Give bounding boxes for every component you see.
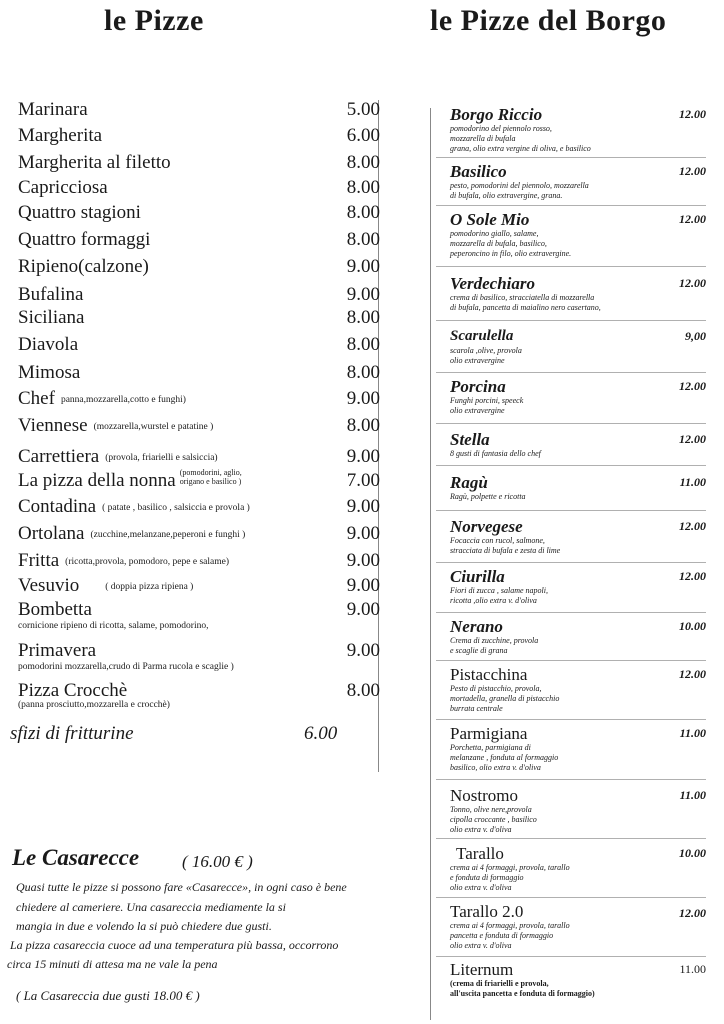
item-price: 11.00: [679, 788, 706, 802]
menu-item: [18, 284, 380, 309]
item-name: Borgo Riccio: [450, 105, 543, 124]
casarecce-text-line: circa 15 minuti di attesa ma ne vale la pena: [7, 957, 218, 971]
item-price: 12.00: [679, 379, 706, 393]
menu-item: [18, 496, 380, 521]
item-name: Bombetta: [18, 599, 92, 620]
borgo-item: [450, 162, 706, 201]
menu-item: [18, 334, 380, 359]
borgo-item: [450, 665, 706, 714]
menu-item: [18, 550, 380, 575]
item-description: (ricotta,provola, pomodoro, pepe e salame): [65, 557, 229, 567]
item-description: 8 gusti di fantasia dello chef: [450, 449, 541, 458]
casarecce-title: Le Casarecce: [12, 845, 140, 870]
item-description: pomodorino giallo, salame, mozzarella di bufala, basilico, peperoncino in filo, olio extravergine.: [450, 229, 572, 258]
item-price: 9.00: [346, 256, 380, 277]
item-price: 9.00: [346, 550, 380, 571]
item-description: Tonno, olive nere,provola cipolla croccante , basilico olio extra v. d'oliva: [450, 805, 537, 834]
item-price: 9.00: [346, 640, 380, 661]
item-name: Parmigiana: [450, 724, 528, 743]
item-description: crema ai 4 formaggi, provola, tarallo e fonduta di formaggio olio extra v. d'oliva: [450, 863, 570, 892]
item-name: Primavera: [18, 640, 97, 661]
item-description: Pesto di pistacchio, provola, mortadella, granella di pistacchio burrata centrale: [450, 684, 560, 713]
item-description: ( patate , basilico , salsiccia e provola ): [102, 503, 250, 513]
item-price: 9,00: [685, 329, 706, 343]
item-name: Ragù: [450, 473, 488, 492]
borgo-item: [450, 567, 706, 606]
casarecce-price: ( 16.00 € ): [182, 852, 253, 871]
item-separator: [436, 660, 706, 661]
borgo-item: [450, 377, 706, 416]
item-price: 9.00: [346, 388, 380, 409]
item-price: 9.00: [346, 523, 380, 544]
item-price: 9.00: [346, 496, 380, 517]
item-description: pomodorini mozzarella,crudo di Parma rucola e scaglie ): [18, 662, 234, 672]
sfizi-price: 6.00: [304, 723, 338, 744]
item-name: Chef panna,mozzarella,cotto e funghi): [18, 388, 186, 409]
item-name: Bufalina: [18, 284, 84, 305]
item-name: Mimosa: [18, 362, 81, 383]
menu-item: [18, 99, 380, 124]
sfizi-name: sfizi di fritturine: [10, 723, 134, 744]
item-price: 12.00: [679, 667, 706, 681]
item-price: 11.00: [679, 962, 706, 976]
item-name: Margherita: [18, 125, 103, 146]
item-name: Nerano: [450, 617, 503, 636]
item-separator: [436, 157, 706, 158]
item-description: pomodorino del piennolo rosso, mozzarella di bufala grana, olio extra vergine di oliva, e basilico: [450, 124, 591, 153]
borgo-item: [450, 617, 706, 656]
casarecce-text-line: La pizza casareccia cuoce ad una temperatura più bassa, occorrono: [10, 938, 339, 952]
item-description: (pomodorini, aglio, origano e basilico ): [179, 468, 242, 486]
item-description: Funghi porcini, speeck olio extravergine: [450, 396, 524, 415]
item-name: Tarallo 2.0: [450, 902, 524, 921]
item-price: 5.00: [346, 99, 380, 120]
borgo-item: [450, 960, 706, 999]
item-name: Porcina: [450, 377, 506, 396]
item-price: 8.00: [346, 177, 380, 198]
menu-item: [18, 575, 380, 600]
item-price: 12.00: [679, 164, 706, 178]
menu-item: [18, 523, 380, 548]
item-price: 7.00: [346, 470, 380, 491]
borgo-item: [450, 210, 706, 259]
menu-item: [18, 307, 380, 332]
item-price: 12.00: [679, 519, 706, 533]
item-name: Marinara: [18, 99, 88, 120]
item-name: Carrettiera (provola, friarielli e salsiccia): [18, 446, 218, 467]
item-price: 9.00: [346, 599, 380, 620]
item-separator: [436, 205, 706, 206]
casarecce-note: ( La Casareccia due gusti 18.00 € ): [16, 988, 200, 1003]
item-name: Basilico: [450, 162, 507, 181]
item-name: Diavola: [18, 334, 79, 355]
item-description: Focaccia con rucol, salmone, stracciata di bufala e zesta di lime: [450, 536, 561, 555]
item-name: Tarallo: [456, 844, 504, 863]
item-price: 11.00: [679, 726, 706, 740]
borgo-item: [450, 473, 706, 502]
item-price: 9.00: [346, 575, 380, 596]
menu-item: [18, 202, 380, 227]
item-name: Stella: [450, 430, 490, 449]
item-description: panna,mozzarella,cotto e funghi): [60, 395, 186, 405]
right-heading: le Pizze del Borgo: [430, 4, 667, 37]
borgo-item: [450, 517, 706, 556]
borgo-item: [450, 430, 706, 459]
item-separator: [436, 838, 706, 839]
item-name: Vesuvio ( doppia pizza ripiena ): [18, 575, 194, 596]
item-description: cornicione ripieno di ricotta, salame, pomodorino,: [18, 621, 209, 631]
item-price: 12.00: [679, 107, 706, 121]
borgo-item: [450, 105, 706, 154]
menu-item: [18, 599, 380, 635]
item-name: La pizza della nonna (pomodorini, aglio, origano e basilico ): [18, 468, 242, 491]
borgo-item: [450, 724, 706, 773]
menu-item: [18, 640, 380, 676]
item-price: 6.00: [346, 125, 380, 146]
item-description: (crema di friarielli e provola, all'uscita pancetta e fonduta di formaggio): [450, 979, 595, 998]
item-name: Margherita al filetto: [18, 152, 171, 173]
item-name: Fritta (ricotta,provola, pomodoro, pepe e salame): [18, 550, 229, 571]
casarecce-text-line: chiedere al cameriere. Una casareccia mediamente la si: [16, 900, 286, 914]
item-separator: [436, 562, 706, 563]
item-name: Quattro formaggi: [18, 229, 151, 250]
item-separator: [436, 719, 706, 720]
item-price: 12.00: [679, 432, 706, 446]
item-description: Crema di zucchine, provola e scaglie di grana: [450, 636, 539, 655]
item-name: Liternum: [450, 960, 514, 979]
item-description: (provola, friarielli e salsiccia): [105, 453, 218, 463]
menu-item: [18, 415, 380, 440]
casarecce-text-line: mangia in due e volendo la si può chiedere due gusti.: [16, 919, 272, 933]
item-description: Ragù, polpette e ricotta: [450, 492, 526, 501]
item-separator: [436, 612, 706, 613]
item-price: 9.00: [346, 446, 380, 467]
item-description: pesto, pomodorini del piennolo, mozzarella di bufala, olio extravergine, grana.: [450, 181, 589, 200]
item-name: Ciurilla: [450, 567, 505, 586]
item-description: crema di basilico, stracciatella di mozzarella di bufala, pancetta di maialino nero casertano,: [450, 293, 601, 312]
borgo-item: [450, 786, 706, 835]
item-price: 9.00: [346, 284, 380, 305]
item-separator: [436, 266, 706, 267]
menu-item: [18, 388, 380, 413]
item-name: O Sole Mio: [450, 210, 530, 229]
item-name: Verdechiaro: [450, 274, 535, 293]
item-name: Nostromo: [450, 786, 518, 805]
menu-item: [18, 177, 380, 202]
item-price: 10.00: [679, 619, 706, 633]
borgo-item: [450, 274, 706, 313]
menu-item: [18, 256, 380, 281]
borgo-item: [450, 902, 706, 951]
item-separator: [436, 320, 706, 321]
menu-item: [18, 470, 380, 495]
item-description: (panna prosciutto,mozzarella e crocchè): [18, 700, 170, 710]
menu-item: [18, 229, 380, 254]
item-price: 8.00: [346, 202, 380, 223]
item-description: (mozzarella,wurstel e patatine ): [93, 422, 214, 432]
borgo-item: [450, 327, 706, 366]
borgo-item: [450, 844, 706, 893]
item-description: crema ai 4 formaggi, provola, tarallo pancetta e fonduta di formaggio olio extra v. d'oliva: [450, 921, 570, 950]
item-name: Siciliana: [18, 307, 85, 328]
menu-item: [18, 680, 380, 716]
item-price: 11.00: [679, 475, 706, 489]
item-separator: [436, 372, 706, 373]
left-heading: le Pizze: [104, 4, 204, 37]
item-name: Ripieno(calzone): [18, 256, 149, 277]
item-description: scarola ,olive, provola olio extravergine: [450, 346, 522, 365]
item-separator: [436, 510, 706, 511]
item-name: Ortolana (zucchine,melanzane,peperoni e funghi ): [18, 523, 246, 544]
item-name: Pistacchina: [450, 665, 528, 684]
item-price: 12.00: [679, 276, 706, 290]
item-separator: [436, 956, 706, 957]
item-name: Scarulella: [450, 328, 514, 344]
item-name: Quattro stagioni: [18, 202, 141, 223]
item-name: Contadina ( patate , basilico , salsiccia e provola ): [18, 496, 250, 517]
casarecce-text-line: Quasi tutte le pizze si possono fare «Casarecce», in ogni caso è bene: [16, 880, 347, 894]
item-separator: [436, 779, 706, 780]
item-price: 8.00: [346, 415, 380, 436]
item-separator: [436, 897, 706, 898]
item-price: 8.00: [346, 362, 380, 383]
item-price: 12.00: [679, 212, 706, 226]
item-price: 12.00: [679, 906, 706, 920]
item-price: 8.00: [346, 680, 380, 701]
item-name: Norvegese: [450, 517, 523, 536]
menu-item: [18, 125, 380, 150]
item-price: 8.00: [346, 334, 380, 355]
menu-item: [18, 152, 380, 177]
item-price: 8.00: [346, 229, 380, 250]
menu-item: [18, 362, 380, 387]
item-description: (zucchine,melanzane,peperoni e funghi ): [90, 530, 246, 540]
item-price: 8.00: [346, 152, 380, 173]
item-name: Pizza Crocchè: [18, 680, 128, 701]
right-divider: [430, 108, 431, 1020]
item-separator: [436, 423, 706, 424]
item-description: ( doppia pizza ripiena ): [105, 582, 194, 592]
item-description: Porchetta, parmigiana di melanzane , fonduta al formaggio basilico, olio extra v. d'oliva: [450, 743, 559, 772]
item-separator: [436, 465, 706, 466]
item-name: Capricciosa: [18, 177, 108, 198]
item-price: 10.00: [679, 846, 706, 860]
item-name: Viennese (mozzarella,wurstel e patatine ): [18, 415, 214, 436]
item-price: 8.00: [346, 307, 380, 328]
item-price: 12.00: [679, 569, 706, 583]
item-description: Fiori di zucca , salame napoli, ricotta ,olio extra v. d'oliva: [450, 586, 548, 605]
